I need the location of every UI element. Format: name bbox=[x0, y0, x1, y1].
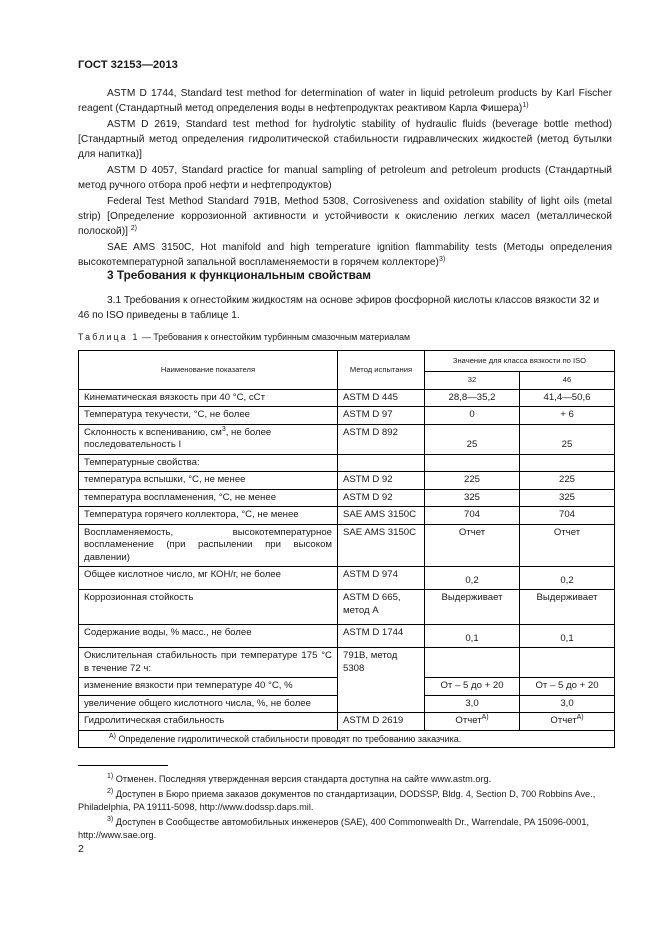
reference-item: ASTM D 2619, Standard test method for hydrolytic stability of hydraulic fluids (beverage bottle method) [Стандартный метод определения гидролитической стабильности гидравлических жидкостей (метод бутылки для напитка)] bbox=[78, 118, 612, 161]
row-name: Температура горячего коллектора, °С, не менее bbox=[79, 507, 338, 525]
references-list bbox=[78, 86, 612, 271]
row-name: Гидролитическая стабильность bbox=[79, 713, 338, 731]
row-method: SAE AMS 3150С bbox=[338, 524, 425, 567]
row-value-46: 25 bbox=[520, 424, 615, 454]
row-value-32: 325 bbox=[425, 489, 520, 507]
table-row bbox=[79, 489, 615, 507]
table-row bbox=[79, 454, 615, 472]
reference-item: SAE AMS 3150C, Hot manifold and high temperature ignition flammability tests (Методы определения высокотемпературной запальной воспламеняемости в горячем коллекторе)$^{3)}$ bbox=[78, 242, 612, 269]
row-value-46: + 6 bbox=[520, 407, 615, 425]
table-row bbox=[79, 472, 615, 490]
row-method: ASTM D 97 bbox=[338, 407, 425, 425]
row-name: изменение вязкости при температуре 40 °С, % bbox=[79, 678, 338, 696]
row-value-32: 0,2 bbox=[425, 567, 520, 590]
reference-item: ASTM D 4057, Standard practice for manual sampling of petroleum and petroleum products (Стандартный метод ручного отбора проб нефти и нефтепродуктов) bbox=[78, 165, 612, 192]
row-name: Общее кислотное число, мг КОН/г, не более bbox=[79, 567, 338, 590]
table-caption-label: Таблица 1 bbox=[78, 332, 140, 342]
row-value-32: 25 bbox=[425, 424, 520, 454]
row-value-32: Отчет bbox=[425, 524, 520, 567]
row-value-32: 704 bbox=[425, 507, 520, 525]
row-method: SAE AMS 3150С bbox=[338, 507, 425, 525]
row-name: Температурные свойства: bbox=[79, 454, 338, 472]
table-row bbox=[79, 625, 615, 648]
footnotes bbox=[78, 773, 614, 844]
row-method: ASTM D 92 bbox=[338, 489, 425, 507]
row-method: ASTM D 2619 bbox=[338, 713, 425, 731]
header-indicator: Наименование показателя bbox=[79, 351, 338, 390]
table-row bbox=[79, 389, 615, 407]
row-method: 791В, метод 5308 bbox=[338, 648, 425, 713]
row-value-46: 41,4—50,6 bbox=[520, 389, 615, 407]
table-caption bbox=[78, 332, 410, 342]
table-row bbox=[79, 567, 615, 590]
row-name: Склонность к вспениванию, $см^3$, не более последовательность I bbox=[79, 424, 338, 454]
header-class-32: 32 bbox=[425, 372, 520, 390]
footnote-item: $^{1)}$ Отменен. Последняя утвержденная версия стандарта доступна на сайте www.astm.org. bbox=[107, 773, 492, 784]
table-note-row bbox=[79, 730, 615, 748]
footnote-item: $^{2)}$ Доступен в Бюро приема заказов документов по стандартизации, DODSSP, Bldg. 4, Section D, 700 Robbins Ave., Philadelphia, PA 19111-5098, http://www.dodssp.daps.mil. bbox=[78, 788, 596, 812]
table-row bbox=[79, 590, 615, 625]
row-value-46: 0,2 bbox=[520, 567, 615, 590]
row-name: температура воспламенения, °С, не менее bbox=[79, 489, 338, 507]
row-value-32: Выдерживает bbox=[425, 590, 520, 625]
row-value-32: От – 5 до + 20 bbox=[425, 678, 520, 696]
table-row bbox=[79, 713, 615, 731]
row-name: температура вспышки, °С, не менее bbox=[79, 472, 338, 490]
row-method: ASTM D 92 bbox=[338, 472, 425, 490]
table-row bbox=[79, 507, 615, 525]
header-class-group: Значение для класса вязкости по ISO bbox=[425, 351, 615, 372]
table-row bbox=[79, 424, 615, 454]
table-caption-text: — Требования к огнестойким турбинным смазочным материалам bbox=[139, 332, 411, 342]
row-method: ASTM D 665, метод А bbox=[338, 590, 425, 625]
footnote-item: $^{3)}$ Доступен в Сообществе автомобильных инженеров (SAE), 400 Commonwealth Dr., Warrendale, PA 15096-0001, http://www.sae.org. bbox=[78, 816, 590, 840]
row-value-46: Отчет bbox=[520, 524, 615, 567]
table-row bbox=[79, 524, 615, 567]
row-value-46: 325 bbox=[520, 489, 615, 507]
row-name: увеличение общего кислотного числа, %, не более bbox=[79, 695, 338, 713]
reference-item: Federal Test Method Standard 791B, Method 5308, Corrosiveness and oxidation stability of light oils (metal strip) [Определение коррозионной активности и устойчивости к окислению легких масел (металлической полоской)] $^{2)}$ bbox=[78, 195, 612, 238]
row-name: Воспламеняемость, высокотемпературное воспламенение (при распылении при высоком давлении) bbox=[79, 524, 338, 567]
requirements-table bbox=[78, 350, 615, 748]
row-name: Содержание воды, % масс., не более bbox=[79, 625, 338, 648]
row-value-32: 0 bbox=[425, 407, 520, 425]
table-row bbox=[79, 648, 615, 678]
row-name: Кинематическая вязкость при 40 °С, сСт bbox=[79, 389, 338, 407]
row-name: Коррозионная стойкость bbox=[79, 590, 338, 625]
row-value-46: 704 bbox=[520, 507, 615, 525]
row-method: ASTM D 445 bbox=[338, 389, 425, 407]
section-title: 3 Требования к функциональным свойствам bbox=[107, 268, 372, 282]
row-value-46: Выдерживает bbox=[520, 590, 615, 625]
row-value-46: 225 bbox=[520, 472, 615, 490]
row-value-32: 3,0 bbox=[425, 695, 520, 713]
table-header-row bbox=[79, 351, 615, 372]
row-name: Окислительная стабильность при температуре 175 °С в течение 72 ч: bbox=[79, 648, 338, 678]
row-value-32: 28,8—35,2 bbox=[425, 389, 520, 407]
row-method: ASTM D 974 bbox=[338, 567, 425, 590]
page-number: 2 bbox=[78, 843, 84, 855]
row-value-46: Отчет$^{А)}$ bbox=[520, 713, 615, 731]
row-value-46: От – 5 до + 20 bbox=[520, 678, 615, 696]
row-name: Температура текучести, °С, не более bbox=[79, 407, 338, 425]
row-value-32: 0,1 bbox=[425, 625, 520, 648]
row-value-32: Отчет$^{А)}$ bbox=[425, 713, 520, 731]
row-method: ASTM D 1744 bbox=[338, 625, 425, 648]
table-row bbox=[79, 407, 615, 425]
row-value-46: 3,0 bbox=[520, 695, 615, 713]
header-method: Метод испытания bbox=[338, 351, 425, 390]
document-header: ГОСТ 32153—2013 bbox=[78, 59, 178, 71]
footnote-divider bbox=[78, 765, 168, 766]
row-value-46: 0,1 bbox=[520, 625, 615, 648]
section-paragraph: 3.1 Требования к огнестойким жидкостям на основе эфиров фосфорной кислоты классов вязкости 32 и 46 по ISO приведены в таблице 1. bbox=[78, 295, 600, 322]
header-class-46: 46 bbox=[520, 372, 615, 390]
row-method: ASTM D 892 bbox=[338, 424, 425, 454]
row-value-32: 225 bbox=[425, 472, 520, 490]
table-note: $^{А)}$ Определение гидролитической стабильности проводят по требованию заказчика. bbox=[79, 730, 615, 748]
reference-item: ASTM D 1744, Standard test method for determination of water in liquid petroleum products by Karl Fischer reagent (Стандартный метод определения воды в нефтепродуктах реактивом Карла Фишера)$^{1)}$ bbox=[78, 88, 612, 115]
